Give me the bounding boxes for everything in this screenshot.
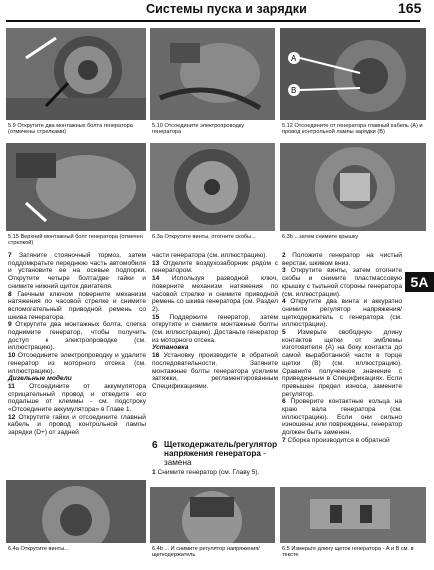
photo-6-3b-cover xyxy=(280,143,426,231)
caption-5-15: 5.15 Верхний монтажный болт генератора (отмечен стрелкой) xyxy=(8,234,143,247)
section-title: Щеткодержатель/регулятор напряжения генератора - замена xyxy=(164,440,278,467)
paragraph: 7 Затяните стояночный тормоз, затем поддомкратьте переднюю часть автомобиля и установите ее на осевые подпорки. Открутите четыре болта/две гайки и снимите нижний щиток двигателя. xyxy=(8,252,146,290)
photo-6-5-brushes xyxy=(280,487,426,543)
header-rule xyxy=(6,20,420,22)
photo-6-4b-regulator xyxy=(150,487,275,543)
paragraph: 13 Отделите воздухозаборник рядом с генератором. xyxy=(152,259,278,275)
caption-6-4a: 6.4a Открутите винты... xyxy=(8,546,69,552)
section-6-para-1: 1 Снимите генератор (см. Главу 5). xyxy=(152,469,260,476)
paragraph: 6 Проверите контактные кольца на краю вала генератора (см. иллюстрацию). Если они сильно изношены или повреждены, генератор должен быть заменен. xyxy=(282,398,402,437)
page-header xyxy=(0,0,434,20)
page-title: Системы пуска и зарядки xyxy=(146,2,307,16)
photo-6-4a-screws xyxy=(6,480,146,543)
photo-5-15-upper-bolt xyxy=(6,143,146,231)
subheading-installation: Установка xyxy=(152,344,189,352)
paragraph: 11 Отсоедините от аккумулятора отрицательный провод и отведите его подальше от клеммы - см. подстроку «Отсоедините аккумулятора» в Главе 1. xyxy=(8,382,146,414)
caption-5-9: 5.9 Открутите два монтажных болта генератора (отмечены стрелками) xyxy=(8,123,133,136)
photo-5-12-main-cable xyxy=(280,28,426,120)
text-column-1 xyxy=(8,252,146,437)
caption-6-3b: 6.3b ...затем снимите крышку xyxy=(282,234,359,240)
page-number: 165 xyxy=(398,0,422,16)
paragraph: 4 Открутите два винта и аккуратно снимите регулятор напряжения/щеткодержатель с генератора (см. иллюстрации). xyxy=(282,298,402,329)
section-number: 6 xyxy=(152,440,158,451)
subheading-diesel: Дизельные модели xyxy=(8,375,72,383)
photo-5-10-wiring xyxy=(150,28,275,120)
paragraph: 12 Открутите гайки и отсоедините главный кабель и провод контрольной лампы зарядки (D+) от задней xyxy=(8,413,146,437)
photo-6-3a-screws xyxy=(150,143,275,231)
paragraph: 2 Положите генератор на чистый верстак, шкивом вниз. xyxy=(282,252,402,267)
label-b: B xyxy=(291,86,297,95)
paragraph: 5 Измерьте свободную длину контактов щетки от эмблемы изготовителя (A) на боку контакта до самой выработанной части в торце щетки (B) (см. иллюстрацию). Сравните полученное значение с приведенным в Спецификациях. Если превышен предел износа, замените регулятор. xyxy=(282,329,402,398)
paragraph: 16 Установку производите в обратной последовательности. Затяните монтажные болты генератора усилием затяжки, регламентированным Спецификациями. xyxy=(152,352,278,390)
photo-5-9-alternator-bolts xyxy=(6,28,146,120)
caption-5-10: 5.10 Отсоедините электропроводку генератора xyxy=(152,123,245,136)
caption-6-3a: 6.3a Открутите винты, отогните скобы... xyxy=(152,234,256,240)
paragraph: 9 Открутите два монтажных болта, слегка поднимите генератор, чтобы получить доступ к электропроводке (см. иллюстрацию). xyxy=(8,321,146,352)
caption-6-4b: 6.4b ... И снимите регулятор напряжения/щеткодержатель xyxy=(152,546,260,559)
caption-6-5: 6.5 Измерьте длину щеток генератора - A и B см. в тексте xyxy=(282,546,414,559)
paragraph: 7 Сборка производится в обратной xyxy=(282,436,390,444)
paragraph: части генератора (см. иллюстрацию). xyxy=(152,252,268,259)
paragraph: 8 Гаечным ключом поверните механизм натяжения по часовой стрелке и снимите вспомогательный приводной ремень со шкива генератора. xyxy=(8,290,146,321)
paragraph: 14 Используя разводной ключ, поверните механизм натяжения по часовой стрелке и снимите приводной ремень со шкива генератора (см. Раздел 2). xyxy=(152,275,278,313)
paragraph: 3 Открутите винты, затем отогните скобы и снимите пластмассовую крышку с тыльной стороны генератора (см. иллюстрации). xyxy=(282,267,402,298)
label-a: A xyxy=(291,54,297,63)
paragraph: 15 Поддержите генератор, затем открутите и снимите монтажные болты (см. иллюстрацию). Достаньте генератор из моторного отсека. xyxy=(152,313,278,344)
caption-5-12: 5.12 Отсоедините от генератора главный кабель (A) и провод контрольной лампы зарядки (B) xyxy=(282,123,423,136)
paragraph: 10 Отсоедините электропроводку и удалите генератор из моторного отсека (см. иллюстрацию). xyxy=(8,352,146,375)
text-column-3 xyxy=(282,252,402,445)
text-column-2 xyxy=(152,252,278,391)
chapter-tab-5a: 5A xyxy=(405,272,434,292)
